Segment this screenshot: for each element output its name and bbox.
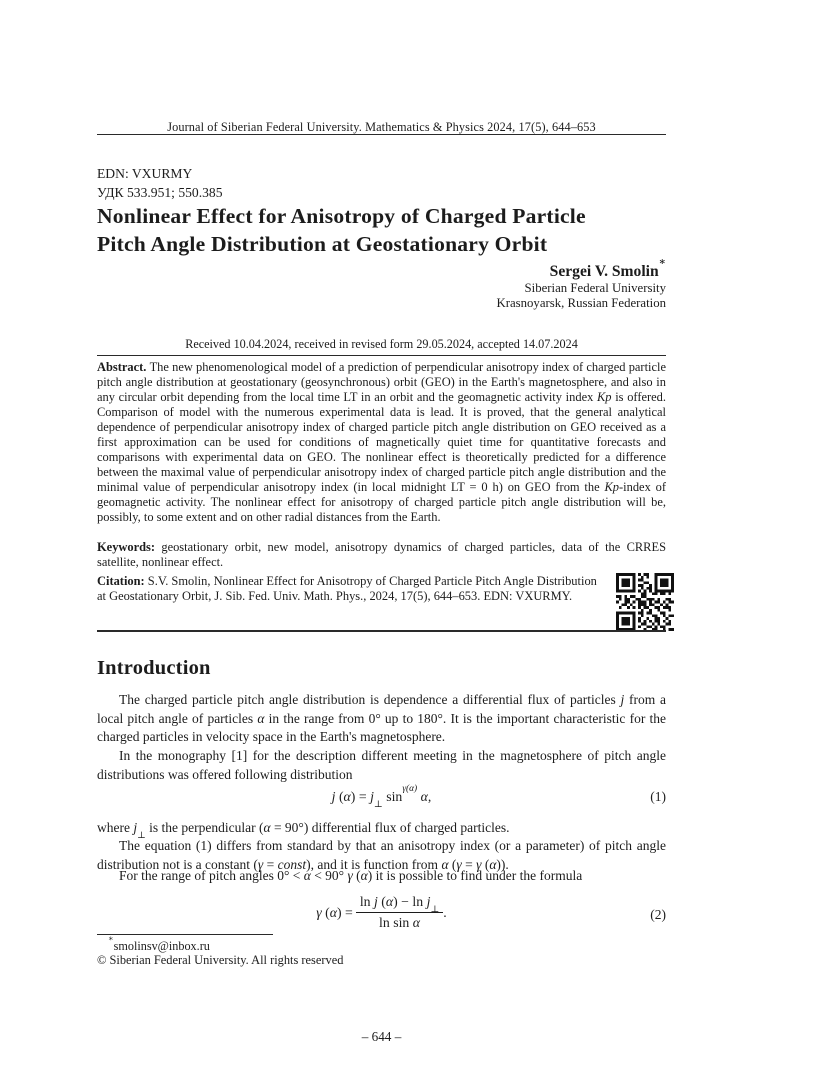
author-footnote-marker: ∗ — [658, 257, 666, 269]
author-location: Krasnoyarsk, Russian Federation — [496, 295, 666, 310]
intro-paragraph-5: For the range of pitch angles 0° < α < 90° γ (α) it is possible to find under the formula — [119, 868, 583, 883]
edn-line: EDN: VXURMY — [97, 166, 193, 181]
footnote-marker: ∗ — [108, 934, 114, 944]
intro-paragraph-2: In the monography [1] for the description different meeting in the magnetosphere of pitch angle distributions was offered following distribution — [97, 748, 666, 782]
paper-title-line2: Pitch Angle Distribution at Geostationary Orbit — [97, 231, 548, 256]
udk-line: УДК 533.951; 550.385 — [97, 185, 223, 200]
footnote-email: ∗smolinsv@inbox.ru — [108, 934, 210, 953]
header-divider — [97, 134, 666, 135]
received-divider — [97, 355, 666, 356]
keywords: Keywords: geostationary orbit, new model, anisotropy dynamics of charged particles, data of the CRRES satellite, nonlinear effect. — [97, 540, 666, 569]
equation-2 — [97, 894, 666, 936]
abstract: Abstract. The new phenomenological model of a prediction of perpendicular anisotropy index of charged particle pitch angle distribution at geostationary (geosynchronous) orbit (GEO) in the Earth's magnetosphere, and also in any circular orbit depending from the local time LT in an orbit and the geomagnetic activity index Kp is offered. Comparison of model with the numerous experimental data is lead. It is proved, that the general analytical dependence of perpendicular anisotropy index of charged particle pitch angle distribution on GEO received as a first approximation can be used for conditions of magnetically quiet time for quantitative forecasts and comparisons with experimental data on GEO. The nonlinear effect is theoretically predicted for a difference between the maximal value of perpendicular anisotropy index of charged particle pitch angle distribution and the minimal value of perpendicular anisotropy index (in local midnight LT = 0 h) on GEO from the Kp-index of geomagnetic activity. The nonlinear effect for anisotropy of charged particle pitch angle distribution will be, possibly, to some extent and on other radial distances from the Earth. — [97, 360, 667, 524]
citation: Citation: S.V. Smolin, Nonlinear Effect for Anisotropy of Charged Particle Pitch Angle Distribution at Geostationary Orbit, J. Sib. Fed. Univ. Math. Phys., 2024, 17(5), 644–653. EDN: VXURMY. — [97, 574, 597, 604]
received-line: Received 10.04.2024, received in revised form 29.05.2024, accepted 14.07.2024 — [185, 337, 578, 351]
author-name: Sergei V. Smolin∗ — [549, 257, 666, 280]
intro-paragraph-4: The equation (1) differs from standard by that an anisotropy index (or a parameter) of pitch angle distribution not is a constant (γ = const), and it is function from α (γ = γ (α)). — [97, 838, 666, 872]
introduction-heading: Introduction — [97, 657, 211, 679]
author-affiliation: Siberian Federal University — [524, 281, 666, 295]
equation-1-body: j $(\alpha) = j_\perp$ $\sin^{\gamma(\alpha)} \alpha$, — [331, 784, 432, 811]
copyright-line: © Siberian Federal University. All rights reserved — [97, 953, 344, 967]
equation-2-number: (2) — [650, 907, 666, 922]
equation-1 — [97, 784, 666, 811]
equation-2-fraction — [356, 894, 443, 931]
paper-title-line1: Nonlinear Effect for Anisotropy of Charged Particle — [97, 204, 586, 228]
footnote-divider — [97, 934, 273, 935]
equation-2-tail: . — [443, 904, 447, 920]
citation-divider — [97, 630, 666, 632]
equation-2-denominator: ln sin α — [379, 915, 421, 930]
qr-code — [616, 573, 674, 631]
journal-header: Journal of Siberian Federal University. Mathematics & Physics 2024, 17(5), 644–653 — [167, 120, 596, 134]
equation-2-numerator: ln j $(\alpha) - \ln j_\perp$ — [356, 894, 443, 913]
equation-1-number: (1) — [650, 789, 666, 804]
intro-paragraph-3: where $j_\perp$ is the perpendicular (α = 90°) differential flux of charged particles. — [97, 820, 510, 840]
intro-paragraph-1: The charged particle pitch angle distribution is dependence a differential flux of particles j from a local pitch angle of particles α in the range from 0° up to 180°. It is the important characteristic for the charged particles in velocity space in the Earth's magnetosphere. — [97, 692, 667, 745]
page-number: – 644 – — [361, 1029, 402, 1044]
paper-title — [97, 203, 666, 258]
equation-2-lhs: γ (α) = — [316, 904, 353, 920]
author-block — [97, 257, 666, 310]
